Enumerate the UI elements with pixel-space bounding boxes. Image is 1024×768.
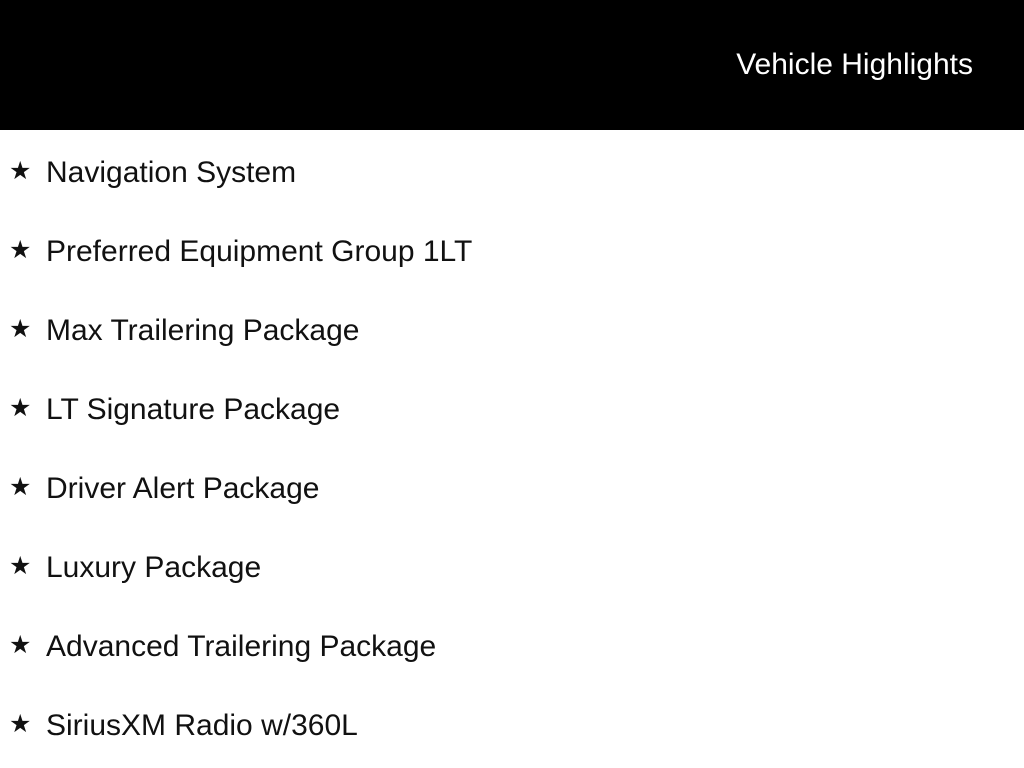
list-item bbox=[9, 449, 1024, 528]
highlight-label: LT Signature Package bbox=[46, 392, 341, 426]
highlight-label: Luxury Package bbox=[46, 550, 262, 584]
list-item bbox=[9, 686, 1024, 765]
list-item bbox=[9, 607, 1024, 686]
highlight-label: Navigation System bbox=[46, 155, 297, 189]
list-item bbox=[9, 212, 1024, 291]
list-item bbox=[9, 528, 1024, 607]
star-icon: ★ bbox=[9, 473, 32, 501]
highlight-label: Advanced Trailering Package bbox=[46, 629, 437, 663]
star-icon: ★ bbox=[9, 236, 32, 264]
star-icon: ★ bbox=[9, 394, 32, 422]
list-item bbox=[9, 291, 1024, 370]
highlights-list bbox=[0, 130, 1024, 765]
highlight-label: SiriusXM Radio w/360L bbox=[46, 708, 358, 742]
page-title: Vehicle Highlights bbox=[736, 48, 973, 81]
star-icon: ★ bbox=[9, 710, 32, 738]
highlight-label: Max Trailering Package bbox=[46, 313, 360, 347]
highlight-label: Preferred Equipment Group 1LT bbox=[46, 234, 473, 268]
star-icon: ★ bbox=[9, 157, 32, 185]
star-icon: ★ bbox=[9, 552, 32, 580]
list-item bbox=[9, 133, 1024, 212]
highlight-label: Driver Alert Package bbox=[46, 471, 320, 505]
star-icon: ★ bbox=[9, 315, 32, 343]
list-item bbox=[9, 370, 1024, 449]
star-icon: ★ bbox=[9, 631, 32, 659]
header-bar bbox=[0, 0, 1024, 130]
